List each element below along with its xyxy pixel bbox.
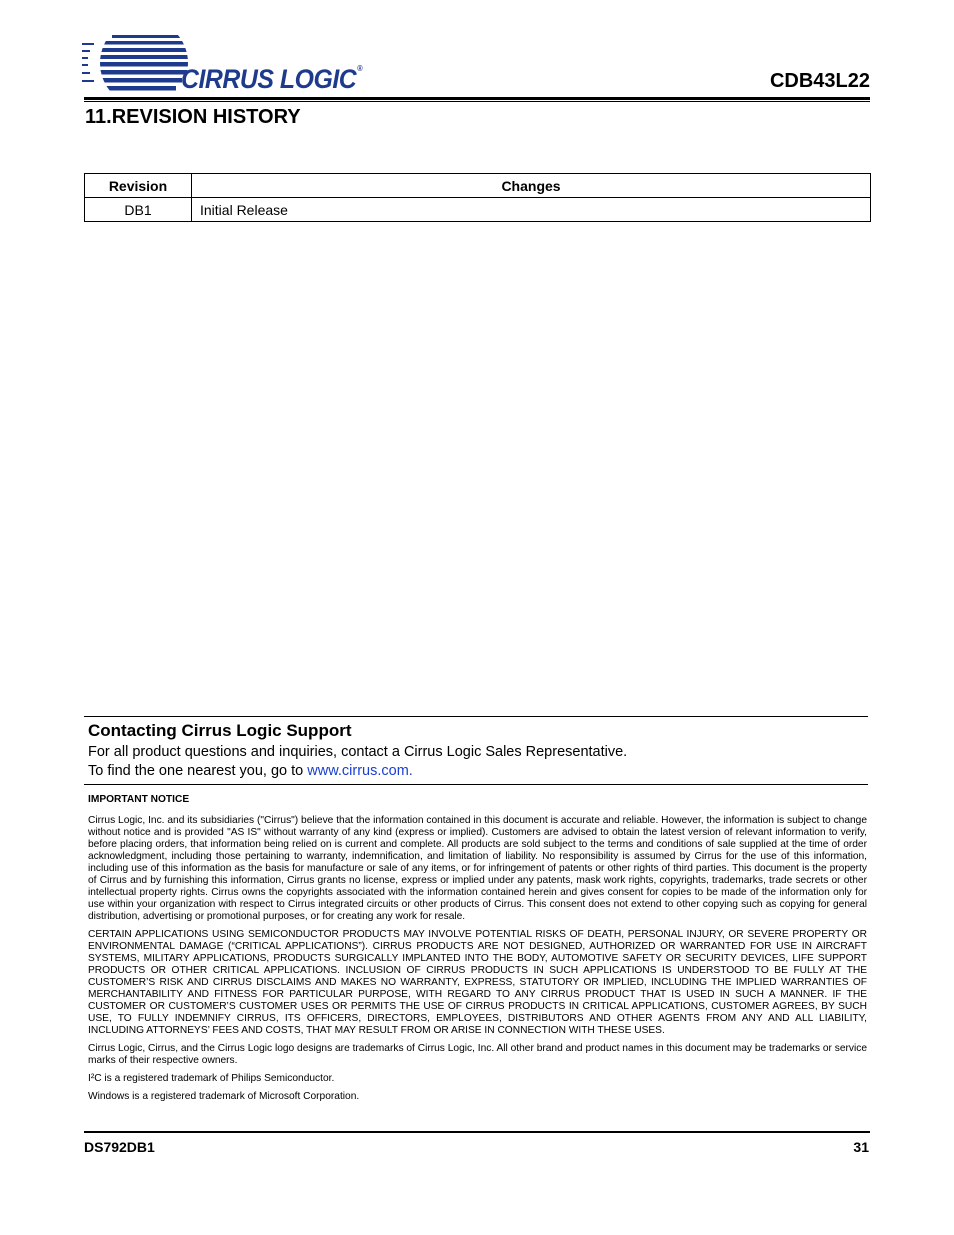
contact-text-2 (88, 763, 413, 779)
table-row (85, 198, 871, 222)
contact-text-prefix: To find the one nearest you, go to (88, 763, 308, 779)
table-header-row (85, 174, 871, 198)
important-notice (88, 794, 867, 1109)
cell-revision: DB1 (85, 198, 192, 222)
document-id: CDB43L22 (769, 70, 870, 92)
notice-paragraph: Windows is a registered trademark of Microsoft Corporation. (88, 1091, 360, 1102)
notice-paragraph: Cirrus Logic, Inc. and its subsidiaries ("Cirrus") believe that the information contained in this document is accurate and reliable. However, the information is subject to change without notice and is provided "AS IS" without warranty of any kind (express or implied). Customers are advised to obtain the latest version of relevant information to verify, before placing orders, that information being relied on is current and complete. All products are sold subject to the terms and conditions of sale supplied at the time of order acknowledgment, including those pertaining to warranty, indemnification, and limitation of liability. No responsibility is assumed by Cirrus for the use of this information, including use of this information as the basis for manufacture or sale of any items, or for infringement of patents or other rights of third parties. This document is the property of Cirrus and by furnishing this information, Cirrus grants no license, express or implied under any patents, mask work rights, copyrights, trademarks, trade secrets or other intellectual property rights. Cirrus owns the copyrights associated with the information contained herein and gives consent for copies to be made of the information only for use within your organization with respect to Cirrus integrated circuits or other products of Cirrus. This consent does not extend to other copying such as copying for general distribution, advertising or promotional purposes, or for creating any work for resale. (88, 815, 867, 922)
contact-divider-bottom (84, 784, 868, 785)
cirrus-website-link[interactable]: www.cirrus.com. (307, 763, 413, 779)
contact-divider-top (84, 716, 868, 717)
registered-mark: ® (357, 64, 363, 73)
notice-paragraph: CERTAIN APPLICATIONS USING SEMICONDUCTOR PRODUCTS MAY INVOLVE POTENTIAL RISKS OF DEATH, PERSONAL INJURY, OR SEVERE PROPERTY OR ENVIRONMENTAL DAMAGE (“CRITICAL APPLICATIONS”). CIRRUS PRODUCTS ARE NOT DESIGNED, AUTHORIZED OR WARRANTED FOR USE IN AIRCRAFT SYSTEMS, MILITARY APPLICATIONS, PRODUCTS SURGICALLY IMPLANTED INTO THE BODY, AUTOMOTIVE SAFETY OR SECURITY DEVICES, LIFE SUPPORT PRODUCTS OR OTHER CRITICAL APPLICATIONS. INCLUSION OF CIRRUS PRODUCTS IN SUCH APPLICATIONS IS UNDERSTOOD TO BE FULLY AT THE CUSTOMER’S RISK AND CIRRUS DISCLAIMS AND MAKES NO WARRANTY, EXPRESS, STATUTORY OR IMPLIED, INCLUDING THE IMPLIED WARRANTIES OF MERCHANTABILITY AND FITNESS FOR PARTICULAR PURPOSE, WITH REGARD TO ANY CIRRUS PRODUCT THAT IS USED IN SUCH A MANNER. IF THE CUSTOMER OR CUSTOMER’S CUSTOMER USES OR PERMITS THE USE OF CIRRUS PRODUCTS IN CRITICAL APPLICATIONS, CUSTOMER AGREES, BY SUCH USE, TO FULLY INDEMNIFY CIRRUS, ITS OFFICERS, DIRECTORS, EMPLOYEES, DISTRIBUTORS AND OTHER AGENTS FROM ANY AND ALL LIABILITY, INCLUDING ATTORNEYS’ FEES AND COSTS, THAT MAY RESULT FROM OR ARISE IN CONNECTION WITH THESE USES. (88, 929, 867, 1036)
header-revision: Revision (85, 174, 192, 198)
header-divider-thin (84, 101, 870, 102)
contact-title: Contacting Cirrus Logic Support (88, 721, 352, 740)
footer-doc-number: DS792DB1 (84, 1139, 155, 1155)
notice-title: IMPORTANT NOTICE (88, 794, 190, 805)
header-divider (84, 97, 870, 100)
section-title: 11.REVISION HISTORY (85, 106, 301, 128)
contact-text: For all product questions and inquiries, contact a Cirrus Logic Sales Representative. (88, 744, 628, 760)
page-number: 31 (853, 1139, 869, 1155)
footer-divider (84, 1131, 870, 1133)
header-changes: Changes (192, 174, 871, 198)
notice-paragraph: Cirrus Logic, Cirrus, and the Cirrus Logic logo designs are trademarks of Cirrus Logic, Inc. All other brand and product names in this document may be trademarks or service marks of their respective owners. (88, 1043, 867, 1066)
cell-changes: Initial Release (192, 198, 871, 222)
notice-paragraph: I²C is a registered trademark of Philips Semiconductor. (88, 1073, 335, 1084)
logo-wordmark: CIRRUS LOGIC® (181, 64, 363, 94)
revision-table (84, 173, 871, 222)
